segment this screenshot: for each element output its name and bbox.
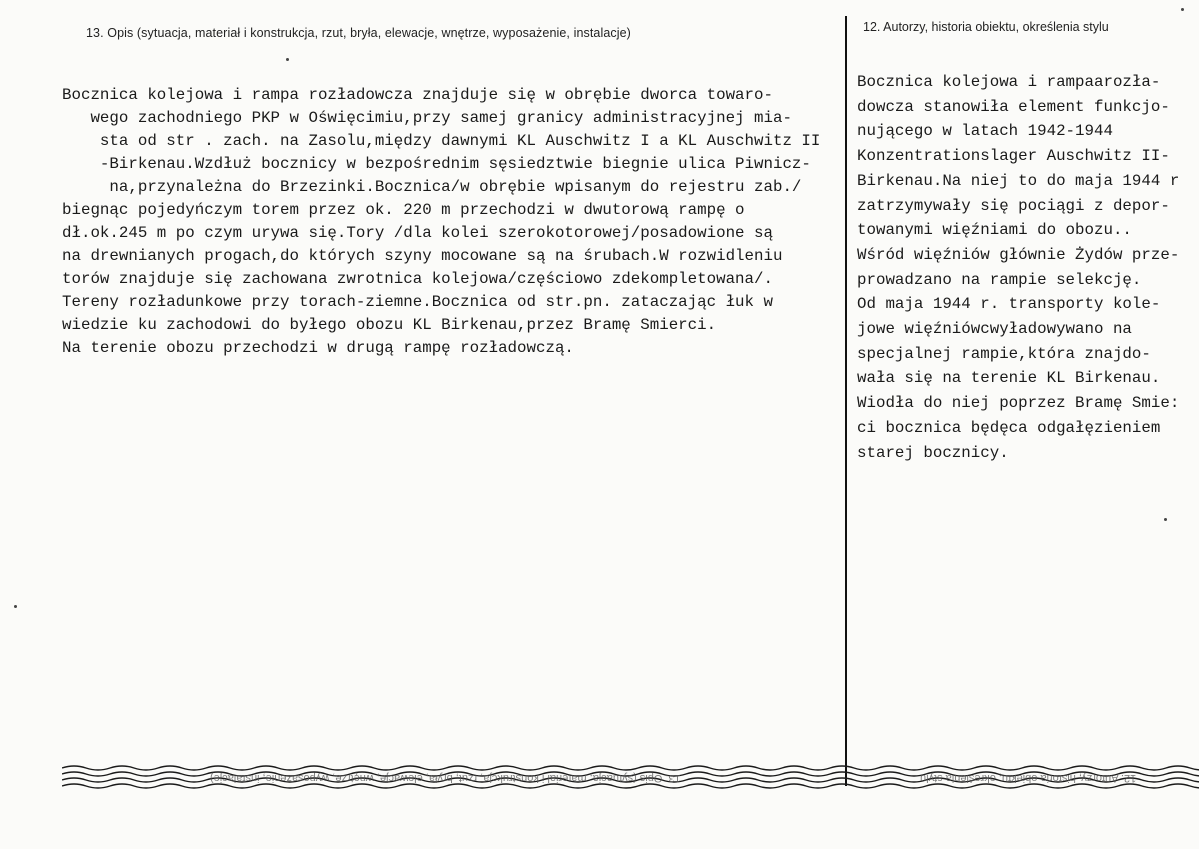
section-13-body <box>62 84 847 360</box>
text-line: biegnąc pojedyńczym torem przez ok. 220 m przechodzi w dwutorową rampę o <box>62 201 745 219</box>
text-line: zatrzymywały się pociągi z depor- <box>857 196 1170 215</box>
text-line: wała się na terenie KL Birkenau. <box>857 369 1161 388</box>
text-line: wiedzie ku zachodowi do byłego obozu KL Birkenau,przez Bramę Smierci. <box>62 316 717 334</box>
paper-speck <box>14 605 17 608</box>
text-line: sta od str . zach. na Zasolu,między dawnymi KL Auschwitz I a KL Auschwitz II <box>62 132 821 150</box>
text-line: dł.ok.245 m po czym urywa się.Tory /dla kolei szerokotorowej/posadowione są <box>62 224 773 242</box>
section-13-header: 13. Opis (sytuacja, materiał i konstrukcja, rzut, bryła, elewacje, wnętrze, wyposażenie, instalacje) <box>86 26 631 40</box>
text-line: Na terenie obozu przechodzi w drugą rampę rozładowczą. <box>62 339 574 357</box>
section-12-header: 12. Autorzy, historia obiektu, określenia stylu <box>863 20 1109 34</box>
text-line: wego zachodniego PKP w Oświęcimiu,przy samej granicy administracyjnej mia- <box>62 109 792 127</box>
text-line: dowcza stanowiła element funkcjo- <box>857 97 1170 116</box>
text-line: jowe więźniówcwyładowywano na <box>857 320 1132 339</box>
text-line: Wiodła do niej poprzez Bramę Smie: <box>857 394 1180 413</box>
text-line: Od maja 1944 r. transporty kole- <box>857 295 1161 314</box>
text-line: Tereny rozładunkowe przy torach-ziemne.Bocznica od str.pn. zataczając łuk w <box>62 293 773 311</box>
text-line: Birkenau.Na niej to do maja 1944 r <box>857 171 1180 190</box>
text-line: na,przynależna do Brzezinki.Bocznica/w obrębie wpisanym do rejestru zab./ <box>62 178 802 196</box>
section-12-body <box>857 70 1199 465</box>
text-line: towanymi więźniami do obozu.. <box>857 221 1132 240</box>
paper-speck <box>1181 8 1184 11</box>
paper-speck <box>286 58 289 61</box>
text-line: na drewnianych progach,do których szyny mocowane są na śrubach.W rozwidleniu <box>62 247 783 265</box>
text-line: Konzentrationslager Auschwitz II- <box>857 147 1170 166</box>
text-line: nującego w latach 1942-1944 <box>857 122 1113 141</box>
bleed-through-text-right: 12. Autorzy, historia obiektu, określenia stylu <box>920 772 1137 784</box>
text-line: starej bocznicy. <box>857 443 1009 462</box>
text-line: Wśród więźniów głównie Żydów prze- <box>857 245 1180 264</box>
text-line: ci bocznica będęca odgałęzieniem <box>857 418 1161 437</box>
text-line: torów znajduje się zachowana zwrotnica kolejowa/częściowo zdekompletowana/. <box>62 270 773 288</box>
text-line: -Birkenau.Wzdłuż bocznicy w bezpośrednim sęsiedztwie biegnie ulica Piwnicz- <box>62 155 811 173</box>
text-line: specjalnej rampie,która znajdo- <box>857 344 1151 363</box>
text-line: prowadzano na rampie selekcję. <box>857 270 1142 289</box>
text-line: Bocznica kolejowa i rampa rozładowcza znajduje się w obrębie dworca towaro- <box>62 86 773 104</box>
bleed-through-text-left: 13. Opis (sytuacja, materiał i konstrukcja, rzut, bryła, elewacje, wnętrze, wyposażenie, instalacje) <box>210 772 681 784</box>
text-line: Bocznica kolejowa i rampaarozła- <box>857 73 1161 91</box>
paper-speck <box>1164 518 1167 521</box>
